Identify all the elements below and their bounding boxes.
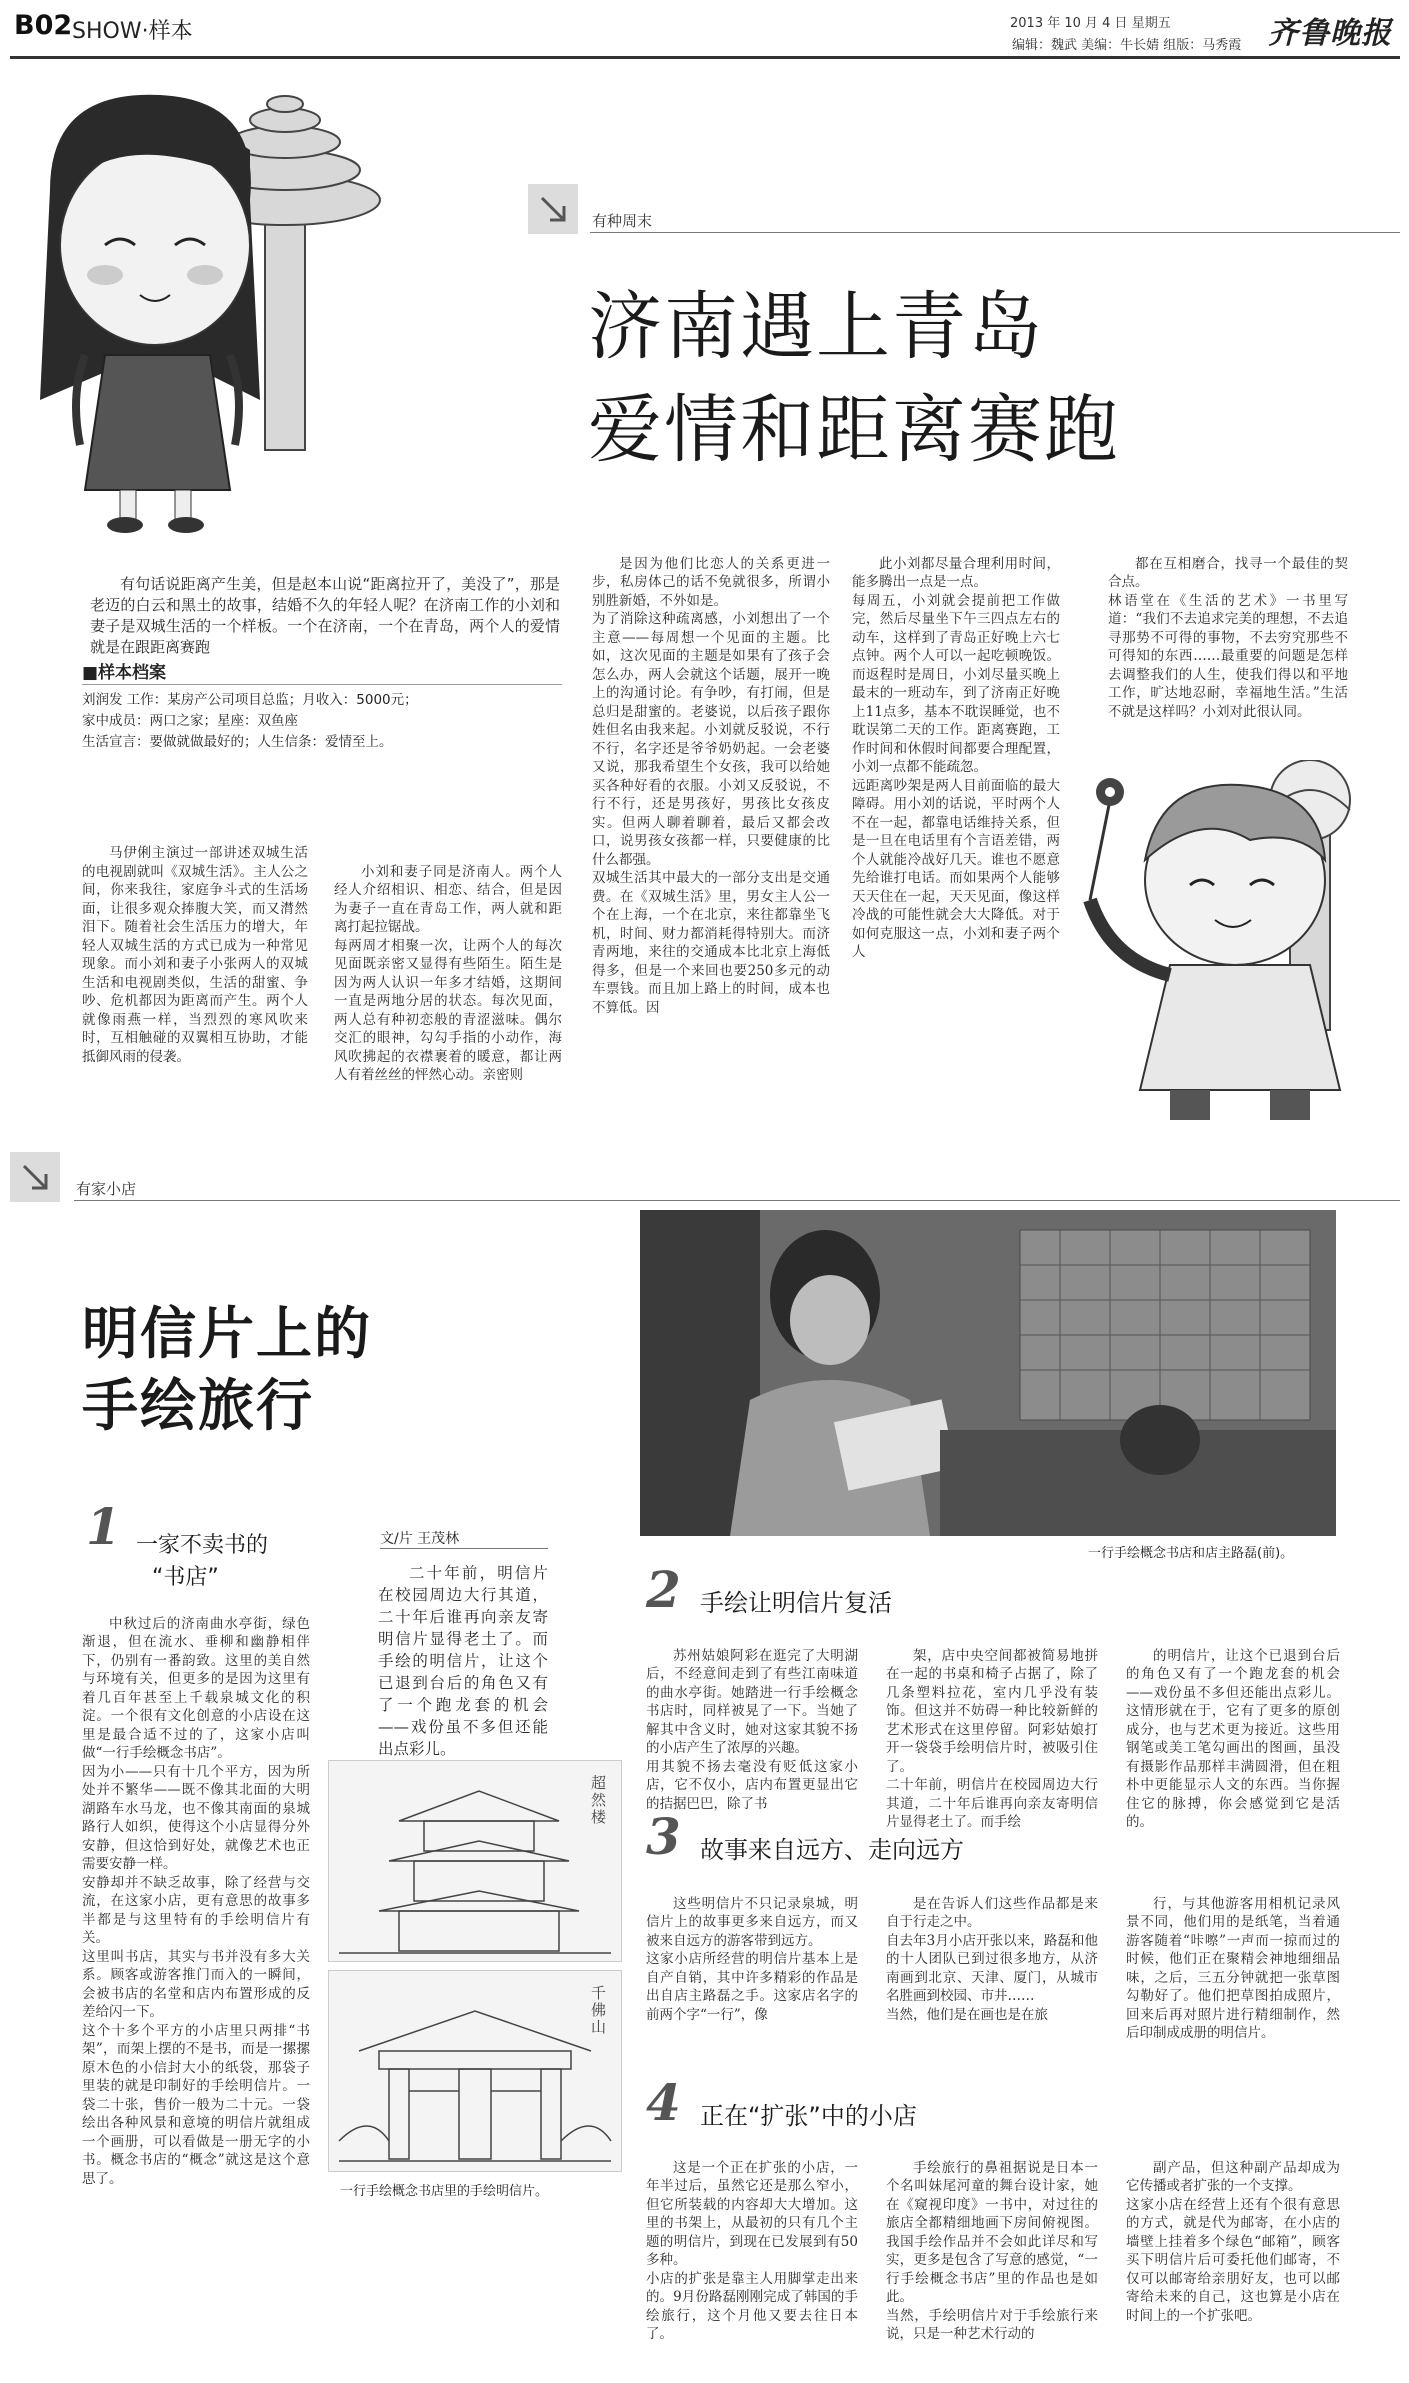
intro-paragraph — [378, 1562, 548, 1760]
section4-column-1 — [646, 2140, 858, 2362]
sketch2-label: 千佛山 — [591, 1984, 607, 2036]
section1-text: 中秋过后的济南曲水亭街，绿色渐退，但在流水、垂柳和幽静相伴下，仍别有一番韵致。这里的美自然与环境有关，但更多的是因为这里有着几百年甚至上千载泉城文化的积淀。一个很有文化创意的小店设在这里是最合适不过的了，这家小店叫做“一行手绘概念书店”。 因为小——只有十几个平方，因为所处并不繁华——既不像其北面的大明湖路车水马龙，也不像其南面的泉城路行人如织，使得这个小店显得分外安静，但这恰到好处，就像艺术也正需要安静一样。 安静却并不缺乏故事，除了经营与交流，在这家小店，更有意思的故事多半都是与这里特有的手绘明信片有关。 这里叫书店，其实与书并没有多大关系。顾客或游客推门而入的一瞬间，会被书店的名堂和店内布置形成的反差给闪一下。 这个十多个平方的小店里只两排“书架”，而架上摆的不是书，而是一摞摞原木色的小信封大小的纸袋，那袋子里装的就是印制好的手绘明信片。一袋二十张，售价一般为二十元。一袋绘出各种风景和意境的明信片就组成一个画册，可以看做是一册无字的小书。概念书店的“概念”就这是这个意思了。 — [82, 1615, 310, 2187]
top-headline-line2: 爱情和距离赛跑 — [588, 387, 1120, 473]
section2-column-1 — [646, 1628, 858, 1832]
section4-column-3 — [1126, 2140, 1340, 2344]
top-column-3 — [592, 536, 830, 1036]
top-col3-text: 是因为他们比恋人的关系更进一步，私房体己的话不免就很多，所谓小别胜新婚，不外如是。 为了消除这种疏离感，小刘想出了一个主意——每周想一个见面的主题。比如，这次见面的主题是如果有了孩子会怎么办，两人会就这个话题，展开一晚上的沟通讨论。有争吵，有打闹，但是总归是甜蜜的。老婆说，以后孩子跟你姓但名由我来起。小刘就反驳说，不行不行，名字还是爷爷奶奶起。一会老婆又说，那我希望生个女孩，我可以给她买各种好看的衣服。小刘又反驳说，不行不行，还是男孩好，男孩比女孩皮实。但两人聊着聊着，最后又都会改口，说男孩女孩都一样，只要健康的比什么都强。 双城生活其中最大的一部分支出是交通费。在《双城生活》里，男女主人公一个在上海，一个在北京，来往都靠坐飞机，时间、财力都消耗得特别大。而济青两地，来往的交通成本比北京上海低得多，但是一个来回也要250多元的动车票钱。而且加上路上的时间，成本也不算低。因 — [592, 555, 830, 1016]
date-line: 2013 年 10 月 4 日 星期五 — [1010, 16, 1171, 31]
section1-column — [82, 1596, 310, 2207]
section2-title: 手绘让明信片复活 — [700, 1589, 892, 1617]
section4-col3-text: 副产品，但这种副产品却成为它传播或者扩张的一个支撑。 这家小店在经营上还有个很有意思的方式，就是代为邮寄，在小店的墙壁上挂着多个绿色“邮箱”，顾客买下明信片后可委托他们邮寄，不仅可以邮寄给亲朋好友，也可以邮寄给未来的自己，这也算是小店在时间上的一个扩张吧。 — [1126, 2159, 1340, 2324]
section4-col1-text: 这是一个正在扩张的小店，一年半过后，虽然它还是那么窄小，但它所装载的内容却大大增加。这里的书架上，从最初的只有几个主题的明信片，到现在已发展到有50多种。 小店的扩张是靠主人用脚掌走出来的。9月份路磊刚刚完成了韩国的手绘旅行，这个月他又要去往日本了。 — [646, 2159, 858, 2342]
top-column-1 — [82, 844, 308, 1066]
top-column-5 — [1108, 536, 1348, 740]
section4-title: 正在“扩张”中的小店 — [700, 2102, 917, 2130]
section2-column-3 — [1126, 1628, 1340, 1850]
bottom-kicker-rule — [74, 1200, 1400, 1201]
profile-rule — [82, 684, 562, 685]
top-kicker-rule — [590, 232, 1400, 233]
section4-col2-text: 手绘旅行的鼻祖据说是日本一个名叫妹尾河童的舞台设计家，她在《窥视印度》一书中，对过往的旅店全都精细地画下房间俯视图。我国手绘作品并不会如此详尽和写实，更多是包含了写意的感觉，“一行手绘概念书店”里的作品也是如此。 当然，手绘明信片对于手绘旅行来说，只是一种艺术行动的 — [886, 2159, 1098, 2342]
section2-number: 2 — [646, 1560, 681, 1619]
bottom-headline-line2: 手绘旅行 — [82, 1374, 314, 1439]
photo1-caption: 一行手绘概念书店和店主路磊(前)。 — [1088, 1546, 1294, 1561]
section2-col1-text: 苏州姑娘阿彩在逛完了大明湖后，不经意间走到了有些江南味道的曲水亭街。她踏进一行手绘概念书店时，同样被晃了一下。当她了解其中含义时，她对这家其貌不扬的小店产生了浓厚的兴趣。 用其貌不扬去毫没有贬低这家小店，它不仅小，店内布置更显出它的拮据巴巴，除了书 — [646, 1647, 858, 1812]
section4-column-2 — [886, 2140, 1098, 2362]
girl-cartoon-illustration — [10, 70, 410, 540]
top-headline-line1: 济南遇上青岛 — [588, 284, 1044, 370]
man-cartoon-illustration — [1050, 760, 1390, 1140]
top-kicker: 有种周末 — [592, 212, 653, 230]
masthead-logo: 齐鲁晚报 — [1268, 16, 1392, 51]
section1-title-line2: “书店” — [152, 1565, 219, 1590]
qianfo-mountain-sketch — [328, 1970, 622, 2172]
section3-column-2 — [886, 1876, 1098, 2043]
section2-col2-text: 架，店中央空间都被简易地拼在一起的书桌和椅子占据了，除了几条塑料拉花，室内几乎没有装饰。但这并不妨碍一种比较新鲜的艺术形式在这里停留。阿彩姑娘打开一袋袋手绘明信片时，被吸引住了。 二十年前，明信片在校园周边大行其道，二十年后谁再向亲友寄明信片显得老土了。而手绘 — [886, 1647, 1098, 1830]
profile-line: 家中成员：两口之家；星座：双鱼座 — [82, 713, 298, 729]
top-column-2 — [334, 844, 562, 1103]
top-col2-text: 小刘和妻子同是济南人。两个人经人介绍相识、相恋、结合，但是因为妻子一直在青岛工作，两人就和距离打起拉锯战。 每两周才相聚一次，让两个人的每次见面既亲密又显得有些陌生。陌生是因为两人认识一年多才结婚，这期间一直是两地分居的状态。每次见面，两人总有种初恋般的青涩滋味。偶尔交汇的眼神，勾勾手指的小动作，海风吹拂起的衣襟裹着的暖意，都让两人有着丝丝的怦然心动。亲密则 — [334, 863, 562, 1083]
top-col4-text: 此小刘都尽量合理利用时间，能多腾出一点是一点。 每周五，小刘就会提前把工作做完，然后尽量坐下午三四点左右的动车，这样到了青岛正好晚上六七点钟。两个人可以一起吃顿晚饭。而返程时是周日，小刘尽量买晚上最末的一班动车，到了济南正好晚上11点多，基本不耽误睡觉，也不耽误第二天的工作。距离赛跑，工作时间和休假时间都要合理配置，小刘一点都不能疏忽。 远距离吵架是两人目前面临的最大障碍。用小刘的话说，平时两个人不在一起，都靠电话维持关系，但是一旦在电话里有个言语差错，两个人就能冷战好几天。谁也不愿意先给谁打电话。而如果两个人能够天天住在一起，天天见面，像这样冷战的可能性就会大大降低。对于如何克服这一点，小刘和妻子两个人 — [852, 555, 1060, 960]
page-number: B02 — [14, 10, 73, 41]
section3-col3-text: 行，与其他游客用相机记录风景不同，他们用的是纸笔，当着通游客随着“咔嚓”一声而一掠而过的时候，他们正在聚精会神地细细品味，之后，三五分钟就把一张草图勾勒好了。他们把草图拍成照片，回来后再对照片进行精细制作，然后印制成成册的明信片。 — [1126, 1895, 1340, 2041]
photo2-caption: 一行手绘概念书店里的手绘明信片。 — [340, 2184, 549, 2199]
bottom-kicker: 有家小店 — [76, 1180, 137, 1198]
section3-col1-text: 这些明信片不只记录泉城，明信片上的故事更多来自远方，而又被来自远方的游客带到远方。 这家小店所经营的明信片基本上是自产自销，其中许多精彩的作品是出自店主路磊之手。这家店名字的前两个字“一行”，像 — [646, 1895, 858, 2023]
top-lead-paragraph — [90, 574, 560, 658]
byline: 文/片 王茂林 — [380, 1531, 460, 1547]
section4-number: 4 — [646, 2073, 681, 2132]
top-col1-text: 马伊俐主演过一部讲述双城生活的电视剧就叫《双城生活》。主人公之间，你来我往，家庭争斗式的生活场面，让很多观众捧腹大笑，而又潸然泪下。随着社会生活压力的增大，年轻人双城生活的方式已成为一种常见现象。而小刘和妻子小张两人的双城生活和电视剧类似，生活的甜蜜、争吵、危机都因为距离而产生。两个人就像雨燕一样，当烈烈的寒风吹来时，互相触碰的双翼相互协助，才能抵御风雨的侵袭。 — [82, 845, 308, 1065]
profile-line: 生活宣言：要做就做最好的；人生信条：爱情至上。 — [82, 734, 393, 750]
sketch1-label: 超然楼 — [591, 1774, 607, 1826]
bottom-headline-line1: 明信片上的 — [82, 1302, 372, 1367]
profile-line: 刘润发 工作：某房产公司项目总监；月收入：5000元； — [82, 692, 418, 708]
section3-title: 故事来自远方、走向远方 — [700, 1836, 964, 1864]
section2-column-2 — [886, 1628, 1098, 1850]
section3-col2-text: 是在告诉人们这些作品都是来自于行走之中。 自去年3月小店开张以来，路磊和他的十人团队已到过很多地方，从济南画到北京、天津、厦门，从城市名胜画到校园、市井…… 当然，他们是在画也是在旅 — [886, 1895, 1098, 2023]
section3-number: 3 — [646, 1807, 681, 1866]
header-rule — [10, 56, 1400, 59]
section-name: SHOW·样本 — [72, 19, 193, 44]
chaoran-tower-sketch — [328, 1760, 622, 1962]
section3-column-3 — [1126, 1876, 1340, 2061]
kicker-arrow-icon — [528, 184, 578, 234]
top-lead-text: 有句话说距离产生美，但是赵本山说“距离拉开了，美没了”，那是老迈的白云和黑土的故事，结婚不久的年轻人呢？在济南工作的小刘和妻子是双城生活的一个样板。一个在济南，一个在青岛，两个人的爱情就是在跟距离赛跑 — [90, 575, 560, 656]
kicker-arrow-icon — [10, 1152, 60, 1202]
profile-box-title: ■样本档案 — [82, 663, 167, 683]
section1-title-line1: 一家不卖书的 — [136, 1533, 269, 1558]
top-column-4 — [852, 536, 1060, 1116]
section2-col3-text: 的明信片，让这个已退到台后的角色又有了一个跑龙套的机会——戏份虽不多但还能出点彩儿。这情形就在于，它有了更多的原创成分，也与艺术更为接近。这些用钢笔或美工笔勾画出的图画，虽没有摄影作品那样丰满圆滑，但在粗朴中更能显示人文的东西。当你握住它的脉搏，你会感觉到它是活的。 — [1126, 1647, 1340, 1830]
profile-list — [82, 690, 418, 753]
bookstore-owner-photo — [640, 1210, 1336, 1536]
section1-number: 1 — [86, 1497, 121, 1556]
section3-column-1 — [646, 1876, 858, 2043]
top-col5-text: 都在互相磨合，找寻一个最佳的契合点。 林语堂在《生活的艺术》一书里写道：“我们不去追求完美的理想，不去追寻那势不可得的事物，不去穷究那些不可得知的东西……最重要的问题是怎样去调整我们的人生，使我们得以和平地工作，旷达地忍耐，幸福地生活。”生活不就是这样吗？小刘对此很认同。 — [1108, 555, 1348, 720]
intro-text: 二十年前，明信片在校园周边大行其道，二十年后谁再向亲友寄明信片显得老土了。而手绘的明信片，让这个已退到台后的角色又有了一个跑龙套的机会——戏份虽不多但还能出点彩儿。 — [378, 1564, 548, 1758]
editor-line: 编辑：魏武 美编：牛长婧 组版：马秀霞 — [1012, 38, 1242, 53]
byline-rule — [380, 1548, 548, 1549]
